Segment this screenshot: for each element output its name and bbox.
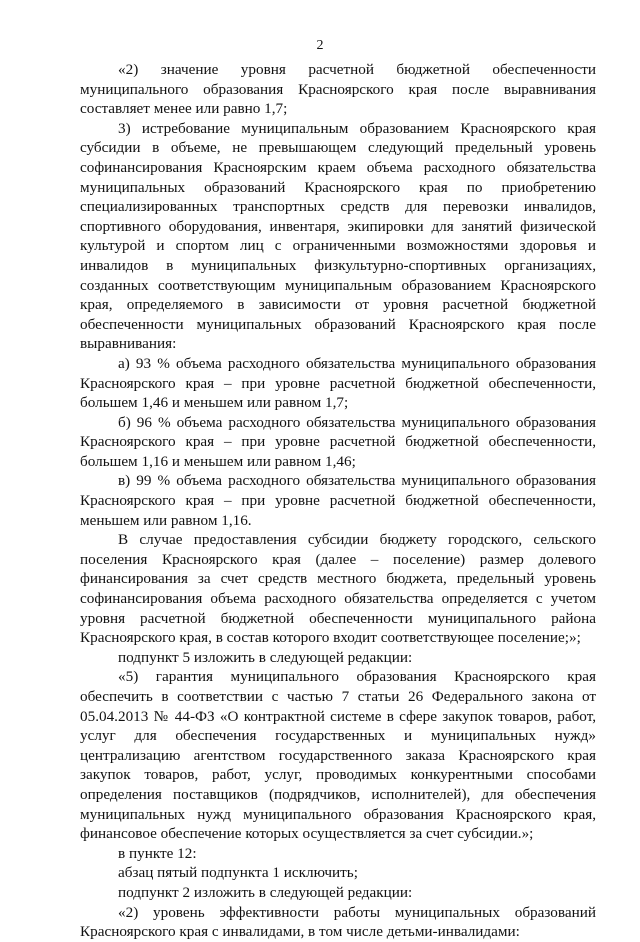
page-number: 2 (316, 38, 324, 53)
paragraph: в) 99 % объема расходного обязательства муниципального образования Красноярского края – при уровне расчетной бюджетной обеспеченности, меньшем или равном 1,16. (80, 472, 596, 529)
paragraph: подпункт 5 изложить в следующей редакции: (118, 648, 413, 666)
paragraph: «2) значение уровня расчетной бюджетной обеспеченности муниципального образования Красноярского края после выравнивания составляет менее или равно 1,7; (80, 61, 596, 118)
paragraph: подпункт 2 изложить в следующей редакции: (118, 883, 413, 901)
paragraph: В случае предоставления субсидии бюджету городского, сельского поселения Красноярского края (далее – поселение) размер долевого финансирования за счет средств местного бюджета, предельный уровень софинансирования объема расходного обязательства определяется с учетом уровня расчетной бюджетной обеспеченности муниципального района Красноярского края, в состав которого входит соответствующее поселение;»; (80, 531, 596, 647)
paragraph: «5) гарантия муниципального образования Красноярского края обеспечить в соответствии с частью 7 статьи 26 Федерального закона от 05.04.2013 № 44-ФЗ «О контрактной системе в сфере закупок товаров, работ, услуг для обеспечения государственных и муниципальных нужд» централизацию агентством государственного заказа Красноярского края закупок товаров, работ, услуг, проводимых конкурентными способами определения поставщиков (подрядчиков, исполнителей), для обеспечения муниципальных нужд муниципального образования Красноярского края, финансовое обеспечение которых осуществляется за счет субсидии.»; (80, 668, 596, 843)
paragraph: «2) уровень эффективности работы муниципальных образований Красноярского края с инвалидами, в том числе детьми-инвалидами: (80, 903, 596, 941)
paragraph: 3) истребование муниципальным образованием Красноярского края субсидии в объеме, не превышающем следующий предельный уровень софинансирования Красноярским краем объема расходного обязательства муниципальных образований Красноярского края по приобретению специализированных транспортных средств для перевозки инвалидов, спортивного оборудования, инвентаря, экипировки для занятий физической культурой и спортом лиц с ограниченными возможностями здоровья и инвалидов в муниципальных физкультурно-спортивных организациях, созданных соответствующим муниципальным образованием Красноярского края, определяемого в зависимости от уровня расчетной бюджетной обеспеченности муниципальных образований Красноярского края после выравнивания: (80, 119, 596, 353)
paragraph: в пункте 12: (118, 844, 197, 862)
paragraph: абзац пятый подпункта 1 исключить; (118, 864, 358, 882)
document-body (80, 60, 596, 942)
paragraph: а) 93 % объема расходного обязательства муниципального образования Красноярского края – при уровне расчетной бюджетной обеспеченности, большем 1,46 и меньшем или равном 1,7; (80, 354, 596, 412)
paragraph: б) 96 % объема расходного обязательства муниципального образования Красноярского края – при уровне расчетной бюджетной обеспеченности, большем 1,16 и меньшем или равном 1,46; (80, 413, 596, 470)
